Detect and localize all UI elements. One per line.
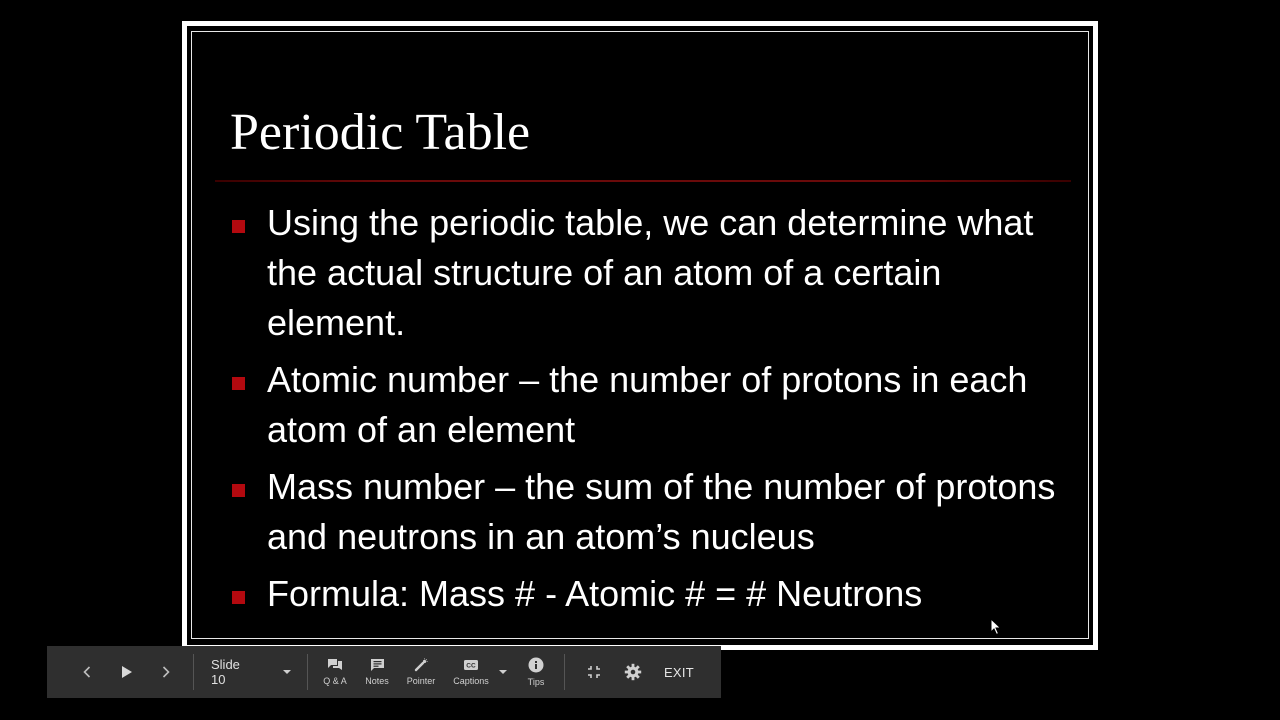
notes-icon	[370, 658, 385, 672]
captions-button[interactable]	[449, 646, 493, 698]
pointer-label: Pointer	[406, 676, 436, 686]
exit-fullscreen-icon	[587, 665, 601, 679]
exit-fullscreen-button[interactable]	[583, 646, 605, 698]
bullet-item	[225, 462, 1085, 562]
mouse-cursor-icon	[990, 618, 1002, 636]
qa-label: Q & A	[323, 676, 347, 686]
chat-bubbles-icon	[327, 658, 343, 672]
play-button[interactable]	[117, 646, 137, 698]
closed-captions-icon	[463, 658, 479, 672]
notes-button[interactable]	[361, 646, 393, 698]
caret-down-icon	[283, 670, 291, 674]
bullet-item	[225, 198, 1085, 348]
square-bullet-icon	[232, 377, 245, 390]
tips-button[interactable]	[521, 646, 551, 698]
presenter-toolbar	[47, 646, 721, 698]
square-bullet-icon	[232, 591, 245, 604]
chevron-left-icon	[83, 666, 91, 678]
title-underline	[215, 180, 1071, 182]
tips-label: Tips	[527, 677, 545, 687]
toolbar-separator	[193, 654, 194, 690]
qa-button[interactable]	[319, 646, 351, 698]
gear-icon	[624, 663, 642, 681]
bullet-text: Using the periodic table, we can determine what the actual structure of an atom of a certain element.	[267, 202, 1034, 343]
chevron-right-icon	[162, 666, 170, 678]
square-bullet-icon	[232, 220, 245, 233]
bullet-item	[225, 355, 1085, 455]
previous-slide-button[interactable]	[77, 646, 97, 698]
pointer-button[interactable]	[403, 646, 439, 698]
square-bullet-icon	[232, 484, 245, 497]
captions-label: Captions	[453, 676, 489, 686]
toolbar-separator	[307, 654, 308, 690]
svg-text:CC: CC	[466, 662, 476, 670]
bullet-text: Atomic number – the number of protons in each atom of an element	[267, 359, 1028, 450]
info-icon	[528, 657, 544, 673]
exit-label: EXIT	[663, 664, 695, 680]
slide-canvas	[187, 26, 1093, 645]
bullet-item	[225, 569, 1085, 619]
notes-label: Notes	[365, 676, 389, 686]
play-icon	[121, 665, 133, 679]
captions-options-dropdown[interactable]	[497, 646, 509, 698]
toolbar-separator	[564, 654, 565, 690]
next-slide-button[interactable]	[156, 646, 176, 698]
settings-button[interactable]	[622, 646, 644, 698]
slide-selector-dropdown[interactable]	[211, 646, 291, 698]
slide-selector-label: Slide 10	[211, 657, 240, 687]
slide-title: Periodic Table	[230, 104, 531, 161]
exit-button[interactable]	[657, 646, 701, 698]
caret-down-icon	[499, 670, 507, 674]
bullet-text: Formula: Mass # - Atomic # = # Neutrons	[267, 573, 923, 614]
laser-pointer-icon	[414, 658, 428, 672]
bullet-list	[225, 198, 1085, 626]
slide-border	[182, 21, 1098, 650]
bullet-text: Mass number – the sum of the number of protons and neutrons in an atom’s nucleus	[267, 466, 1056, 557]
